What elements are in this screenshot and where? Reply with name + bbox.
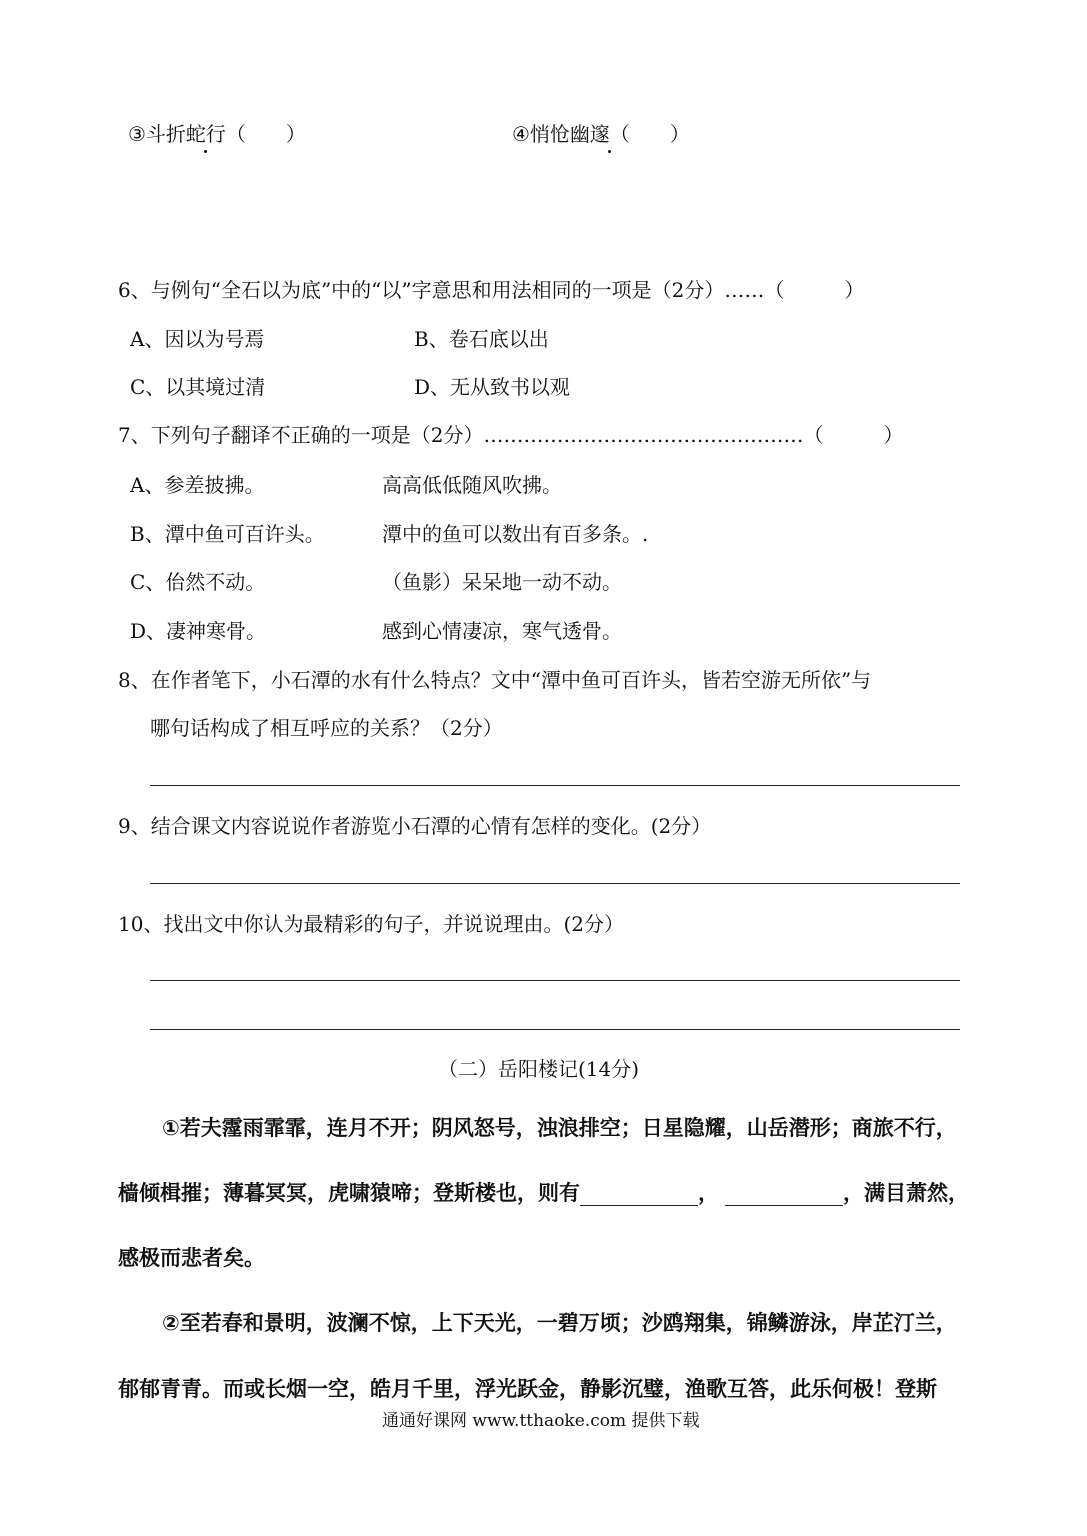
question-7-stem: 7、下列句子翻译不正确的一项是（2分）…………………………………………（ ） bbox=[118, 423, 904, 447]
q7-option-a-translation: 高高低低随风吹拂。 bbox=[382, 473, 562, 497]
q6-option-d: D、无从致书以观 bbox=[414, 375, 571, 399]
q9-answer-line[interactable] bbox=[150, 883, 960, 884]
passage-p2-line-2: 郁郁青青。而或长烟一空，皓月千里，浮光跃金，静影沉璧，渔歌互答，此乐何极！登斯 bbox=[118, 1377, 937, 1401]
q7-option-c-translation: （鱼影）呆呆地一动不动。 bbox=[382, 570, 622, 594]
passage-p1-line-2-text: 樯倾楫摧；薄暮冥冥，虎啸猿啼；登斯楼也，则有 bbox=[118, 1181, 580, 1205]
passage-p1-line-1: ①若夫霪雨霏霏，连月不开；阴风怒号，浊浪排空；日星隐耀，山岳潜形；商旅不行， bbox=[162, 1116, 957, 1140]
page-footer: 通通好课网 www.tthaoke.com 提供下载 bbox=[382, 1411, 700, 1431]
q7-option-c-label: C、佁然不动。 bbox=[130, 570, 266, 594]
q6-option-b: B、卷石底以出 bbox=[414, 327, 549, 351]
question-8-line-2: 哪句话构成了相互呼应的关系？（2分） bbox=[150, 716, 503, 740]
q5-item-3: ③斗折蛇行（ ） bbox=[128, 122, 306, 146]
emphasis-dot bbox=[608, 150, 611, 153]
passage-separator: ， bbox=[698, 1181, 719, 1205]
q7-option-a-label: A、参差披拂。 bbox=[130, 473, 265, 497]
q7-option-b-label: B、潭中鱼可百许头。 bbox=[130, 522, 325, 546]
passage-p1-line-2-tail: ，满目萧然， bbox=[843, 1181, 969, 1205]
question-10-stem: 10、找出文中你认为最精彩的句子，并说说理由。(2分） bbox=[118, 912, 624, 936]
q7-option-d-translation: 感到心情凄凉，寒气透骨。 bbox=[382, 619, 622, 643]
passage-p1-line-2 bbox=[118, 1180, 969, 1206]
fill-blank-2[interactable] bbox=[725, 1185, 843, 1206]
passage-p2-line-1: ②至若春和景明，波澜不惊，上下天光，一碧万顷；沙鸥翔集，锦鳞游泳，岸芷汀兰， bbox=[162, 1311, 957, 1335]
q6-option-a: A、因以为号焉 bbox=[130, 327, 265, 351]
q10-answer-line-1[interactable] bbox=[150, 980, 960, 981]
q5-item-4: ④悄怆幽邃（ ） bbox=[512, 122, 690, 146]
question-8-line-1: 8、在作者笔下，小石潭的水有什么特点？文中“潭中鱼可百许头，皆若空游无所依”与 bbox=[118, 668, 872, 692]
q7-option-d-label: D、凄神寒骨。 bbox=[130, 619, 267, 643]
question-9-stem: 9、结合课文内容说说作者游览小石潭的心情有怎样的变化。(2分） bbox=[118, 814, 712, 838]
fill-blank-1[interactable] bbox=[580, 1185, 698, 1206]
section-title: （二）岳阳楼记(14分) bbox=[438, 1057, 640, 1081]
q8-answer-line[interactable] bbox=[150, 785, 960, 786]
emphasis-dot bbox=[204, 150, 207, 153]
passage-p1-line-3: 感极而悲者矣。 bbox=[118, 1246, 265, 1270]
question-6-stem: 6、与例句“全石以为底”中的“以”字意思和用法相同的一项是（2分）……（ ） bbox=[118, 278, 865, 302]
q10-answer-line-2[interactable] bbox=[150, 1029, 960, 1030]
q7-option-b-translation: 潭中的鱼可以数出有百多条。. bbox=[382, 522, 649, 546]
q6-option-c: C、以其境过清 bbox=[130, 375, 266, 399]
